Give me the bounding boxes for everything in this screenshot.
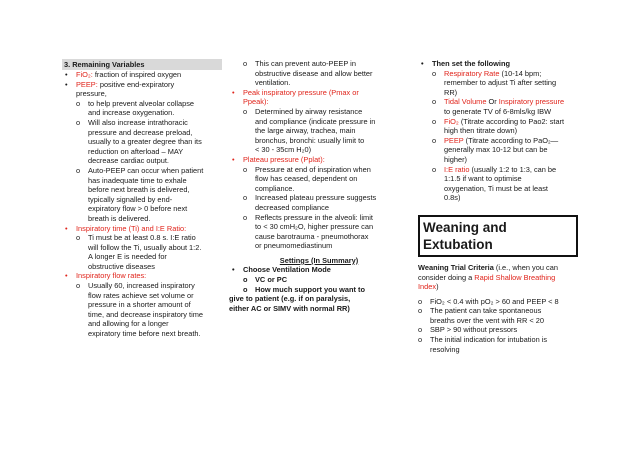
column-pressures-settings (229, 59, 409, 313)
rr-item (418, 69, 580, 98)
column-remaining-variables (62, 59, 222, 339)
line: remember to adjust Ti after setting (444, 78, 557, 88)
line: expiratory flow > 0 before next (88, 204, 188, 214)
section-heading: 3. Remaining Variables (62, 59, 222, 70)
line: the large airway, trachea, main (255, 126, 356, 136)
line: reduction on afterload – MAY (88, 146, 184, 156)
line: resolving (430, 344, 460, 354)
line: usually to a greater degree than its (88, 137, 202, 147)
wtc-text: (i.e., when you can (493, 262, 558, 272)
line: o Determined by airway resistance (255, 106, 363, 116)
vc-pc: o VC or PC (229, 275, 409, 285)
line: either AC or SIMV with normal RR) (229, 303, 350, 313)
tv-or: Or (486, 97, 499, 107)
line: o to help prevent alveolar collapse (88, 98, 194, 108)
line: obstructive diseases (88, 261, 155, 271)
line: Ppeak): (243, 97, 269, 107)
ie-label: I:E ratio (444, 164, 470, 174)
support-question-cont (229, 294, 409, 313)
line: flow rates achieve set volume or (88, 290, 194, 300)
line: and allowing for a longer (88, 319, 169, 329)
peep-sub-2 (62, 118, 222, 166)
line: before next breath is delivered, (88, 185, 190, 195)
line: o FiO₂ < 0.4 with pO₂ > 60 and PEEP < 8 (430, 296, 559, 306)
weaning-criteria-intro (418, 263, 580, 292)
criterion-3 (418, 325, 580, 335)
weaning-title: Weaning and Extubation (418, 215, 578, 257)
peep-label: PEEP: (76, 79, 98, 89)
line: oxygenation, Ti must be at least (444, 183, 548, 193)
fio2-text: (Titrate according to Pao2: start (458, 116, 565, 126)
line: give to patient (e.g. if on paralysis, (229, 294, 351, 304)
tv-item (418, 97, 580, 116)
peep-text-a: positive end-expiratory (97, 79, 175, 89)
line: o Auto-PEEP can occur when patient (88, 165, 204, 175)
line: expiratory time before next breath. (88, 329, 201, 339)
rr-label: Respiratory Rate (444, 68, 500, 78)
line: generally max 10-12 but can be (444, 145, 548, 155)
line: o Usually 60, increased inspiratory (88, 281, 195, 291)
line: o Pressure at end of inspiration when (255, 164, 371, 174)
pplat-sub-3 (229, 213, 409, 251)
fio2-item (62, 70, 222, 80)
line: decrease cardiac output. (88, 156, 169, 166)
line: and compliance (indicate pressure in (255, 116, 376, 126)
line: o This can prevent auto-PEEP in (255, 59, 356, 68)
line: cause barotrauma - pneumothorax (255, 231, 369, 241)
line: to generate TV of 6-8mls/kg IBW (444, 106, 552, 116)
line: o How much support you want to (255, 284, 366, 294)
fio2-label: FiO₂ (444, 116, 459, 126)
pplat-sub-2 (229, 193, 409, 212)
line: o The patient can take spontaneous (430, 306, 542, 316)
line: decreased compliance (255, 202, 329, 212)
line: high then titrate down) (444, 126, 518, 136)
line: bronchus, bronchi: usually limit to (255, 135, 365, 145)
line: pressure and decrease preload, (88, 127, 193, 137)
settings-title: Settings (In Summary) (279, 255, 359, 265)
line: o Will also increase intrathoracic (88, 117, 188, 127)
ie-text: (usually 1:2 to 1:3, can be (469, 164, 557, 174)
pplat-sub-1 (229, 165, 409, 194)
peep-item (418, 136, 580, 165)
line: o SBP > 90 without pressors (430, 325, 518, 335)
peep-text-b: pressure, (76, 89, 107, 99)
rsbi-link: Rapid Shallow Breathing (474, 272, 556, 282)
ppeak-sub (229, 107, 409, 155)
line: flow has ceased, dependent on (255, 174, 358, 184)
ie-item (418, 165, 580, 203)
peep-sub-1 (62, 99, 222, 118)
line: or pneumomediastinum (255, 241, 333, 251)
line: o Increased plateau pressure suggests (255, 193, 377, 203)
peep-sub-3 (62, 166, 222, 224)
wtc-text-b: consider doing a (418, 272, 475, 282)
line: < 30 - 35cm H₂0) (255, 145, 312, 155)
paren: ) (436, 282, 439, 292)
line: and increase oxygenation. (88, 108, 175, 118)
line: has inadequate time to exhale (88, 175, 187, 185)
line: obstructive disease and allow better (255, 68, 373, 78)
peep-text: (Titrate according to PaO₂— (463, 135, 559, 145)
line: higher) (444, 154, 468, 164)
fio2-item (418, 117, 580, 136)
support-question (229, 285, 409, 295)
rr-text: (10-14 bpm; (499, 68, 542, 78)
tv-label: Tidal Volume (444, 97, 487, 107)
rsbi-link-cont: Index (418, 282, 437, 292)
ip-label: Inspiratory pressure (498, 97, 565, 107)
ti-sub (62, 233, 222, 271)
line: 1:1.5 if want to optimise (444, 174, 522, 184)
wtc-label: Weaning Trial Criteria (418, 262, 494, 272)
criterion-4 (418, 335, 580, 354)
flow-sub (62, 281, 222, 339)
line: o The initial indication for intubation is (430, 335, 548, 345)
auto-peep-continued (229, 59, 409, 88)
line: to < 30 cmH₂O, higher pressure can (255, 222, 374, 232)
line: 0.8s) (444, 193, 461, 203)
line: A longer E is needed for (88, 252, 167, 262)
fio2-text: fraction of inspired oxygen (92, 70, 182, 79)
peep-label: PEEP (444, 135, 464, 145)
pplat-label: • Plateau pressure (Pplat): (229, 155, 409, 165)
criterion-1 (418, 297, 580, 307)
line: o Ti must be at least 0.8 s. I:E ratio (88, 233, 196, 243)
line: typically signalled by end- (88, 194, 173, 204)
choose-mode: • Choose Ventilation Mode (229, 265, 409, 275)
fio2-label: FiO₂: (76, 70, 93, 79)
line: compliance. (255, 183, 295, 193)
ti-label: • Inspiratory time (Ti) and I:E Ratio: (62, 224, 222, 234)
line: o Reflects pressure in the alveoli: limit (255, 212, 373, 222)
peep-item (62, 80, 222, 90)
criterion-2 (418, 306, 580, 325)
line: time, and decrease inspiratory time (88, 309, 204, 319)
line: will follow the Ti, usually about 1:2. (88, 242, 202, 252)
ppeak-label (229, 88, 409, 107)
line: breaths over the vent with RR < 20 (430, 315, 544, 325)
then-set: • Then set the following (418, 59, 580, 69)
line: pressure in a shorter amount of (88, 300, 191, 310)
line: RR) (444, 87, 458, 97)
flow-label: • Inspiratory flow rates: (62, 271, 222, 281)
line: breath is delivered. (88, 213, 151, 223)
line: ventilation. (255, 78, 291, 88)
column-settings-weaning (418, 59, 580, 354)
line: • Peak inspiratory pressure (Pmax or (243, 87, 359, 97)
